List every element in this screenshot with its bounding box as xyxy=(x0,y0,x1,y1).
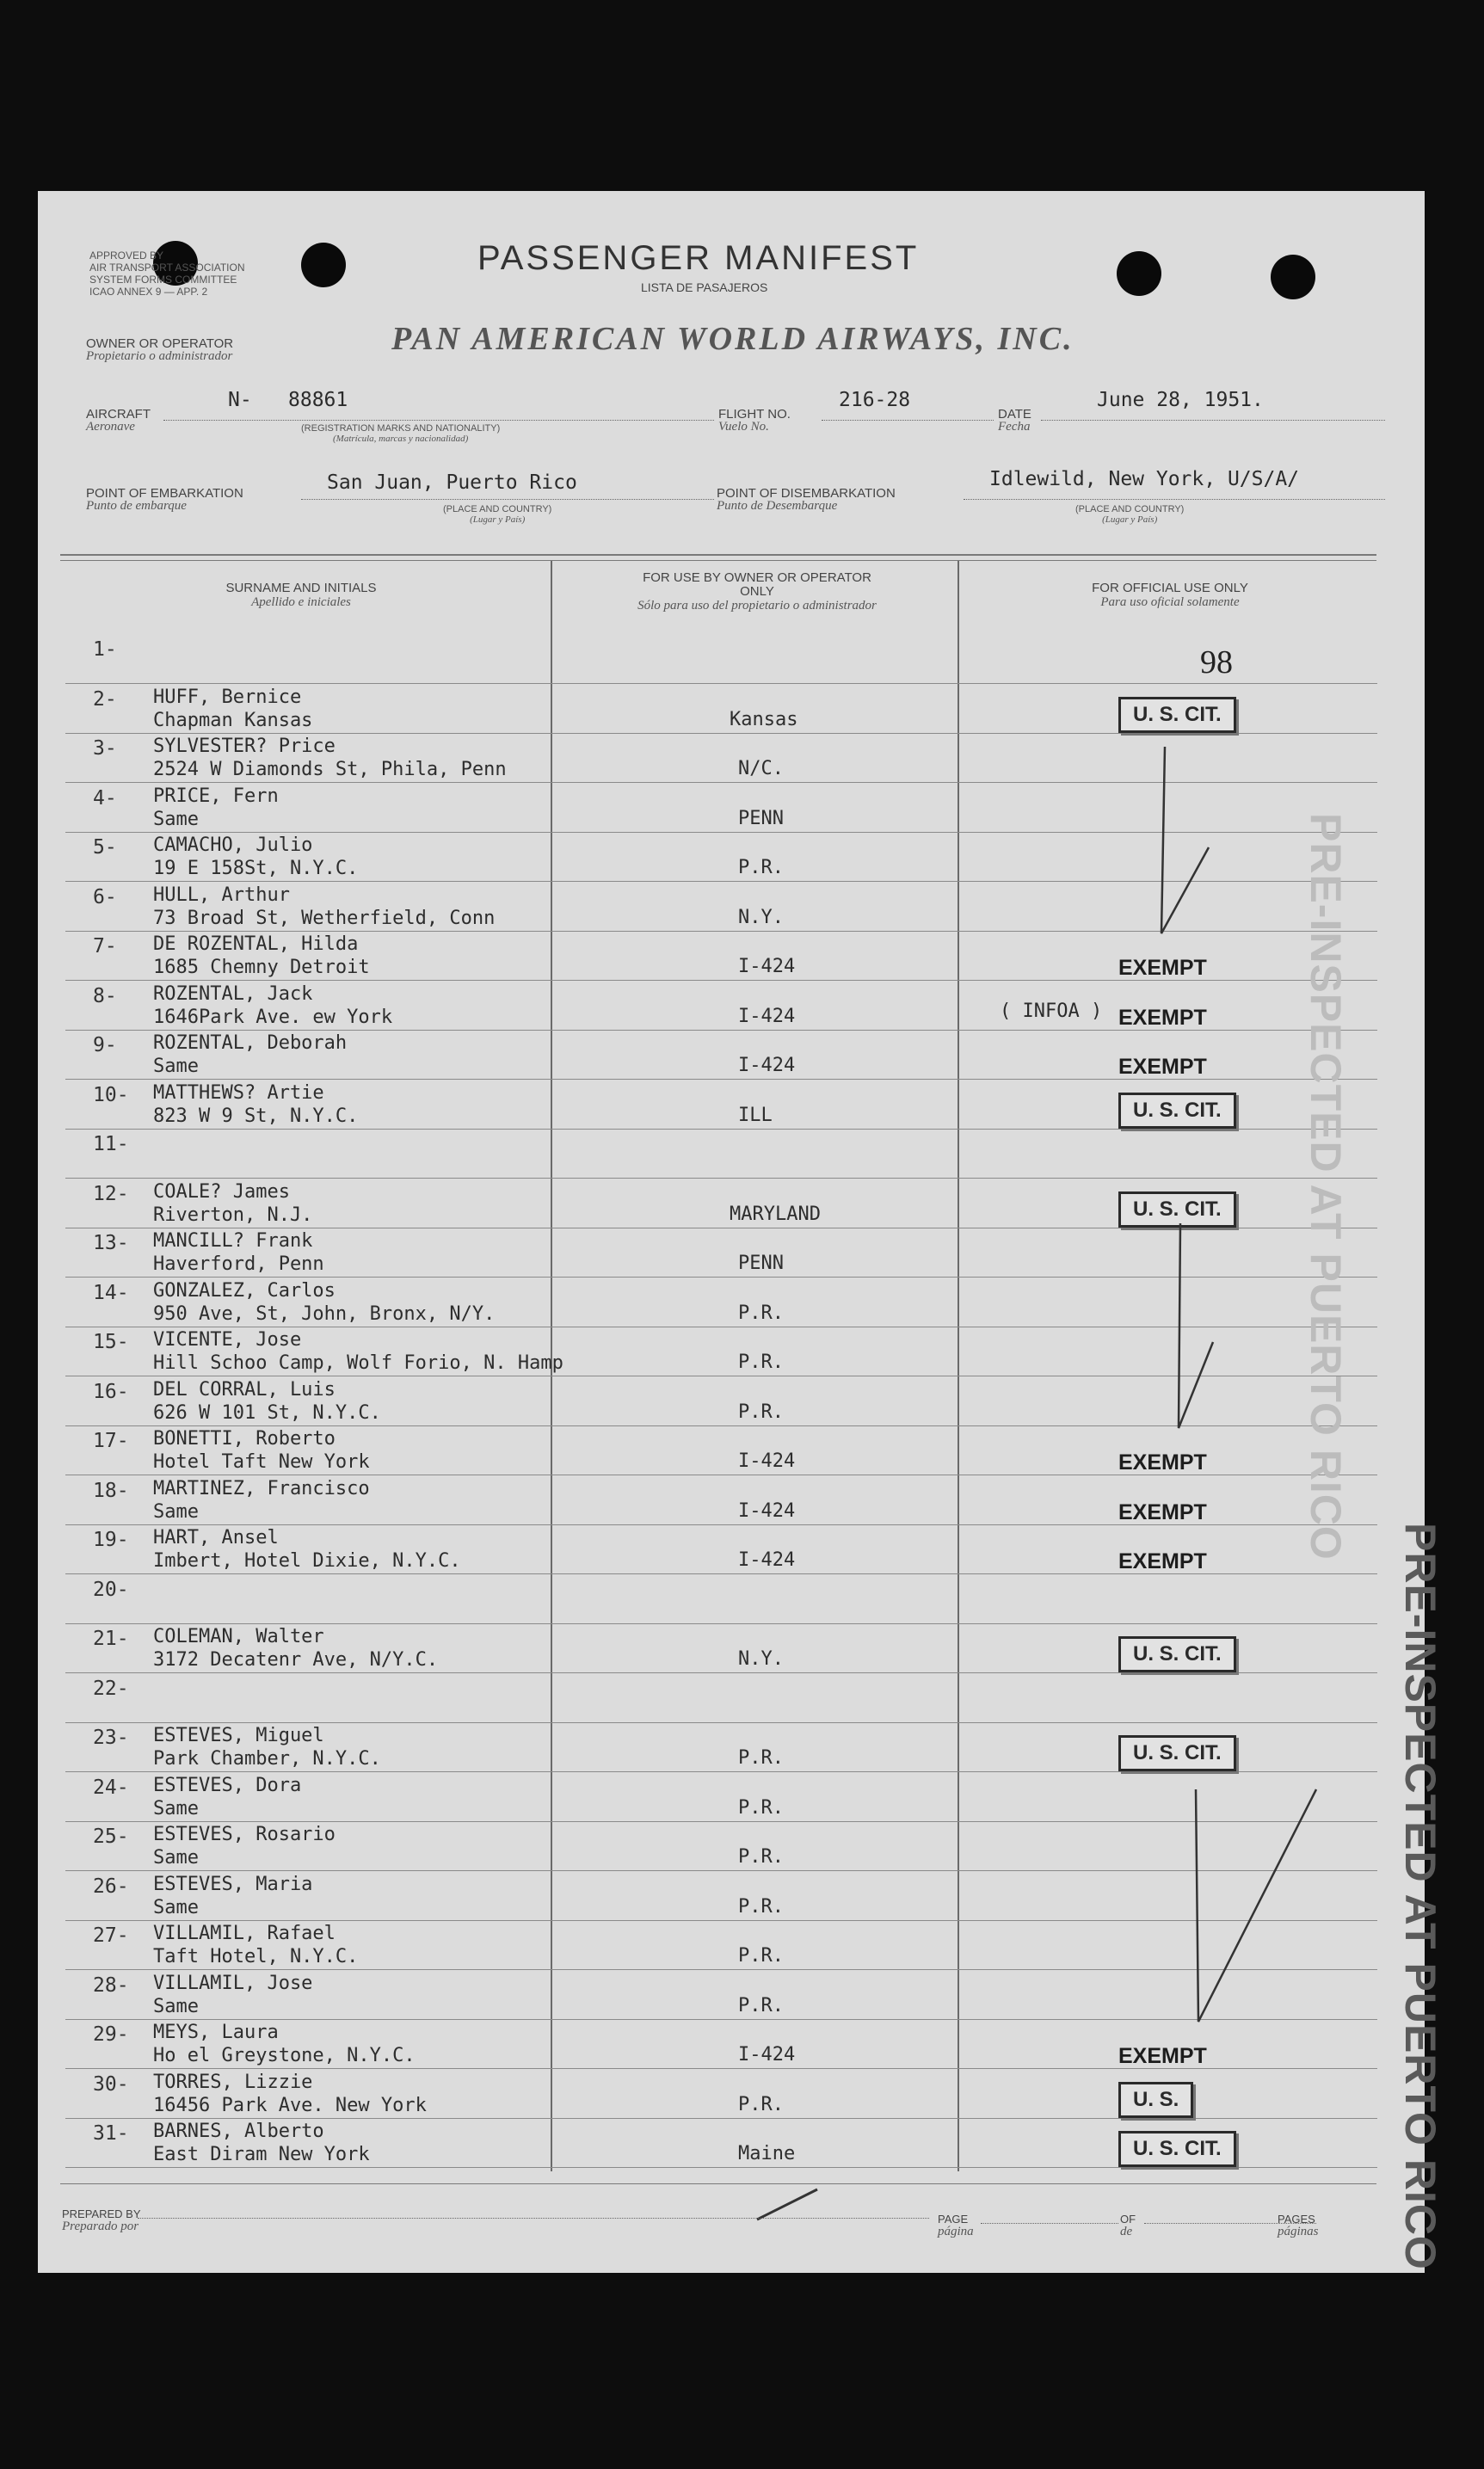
disembark-label: POINT OF DISEMBARKATION Punto de Desembarque xyxy=(717,486,896,513)
page-title: PASSENGER MANIFEST xyxy=(477,239,920,277)
passenger-address: 73 Broad St, Wetherfield, Conn xyxy=(153,908,496,929)
row-number: 4- xyxy=(93,787,117,810)
approval-block: APPROVED BY AIR TRANSPORT ASSOCIATION SYSTEM FORMS COMMITTEE ICAO ANNEX 9 — APP. 2 xyxy=(89,249,245,298)
operator-note: PENN xyxy=(738,1253,784,1274)
row-number: 10- xyxy=(93,1084,129,1106)
row-number: 2- xyxy=(93,688,117,711)
passenger-name: SYLVESTER? Price xyxy=(153,736,336,757)
passenger-name: MANCILL? Frank xyxy=(153,1230,313,1252)
operator-note: P.R. xyxy=(738,1945,784,1967)
row-number: 11- xyxy=(93,1133,129,1155)
passenger-address: Same xyxy=(153,1501,199,1523)
exempt-mark: EXEMPT xyxy=(1118,1450,1207,1475)
operator-note: P.R. xyxy=(738,857,784,878)
operator-note: I-424 xyxy=(738,1549,796,1571)
citizenship-stamp: U. S. CIT. xyxy=(1118,1093,1236,1129)
citizenship-stamp: U. S. CIT. xyxy=(1118,1636,1236,1672)
passenger-name: MATTHEWS? Artie xyxy=(153,1082,324,1104)
aircraft-prefix: N- xyxy=(228,389,252,411)
passenger-address: 19 E 158St, N.Y.C. xyxy=(153,858,359,879)
preinspected-stamp: PRE-INSPECTED AT PUERTO RICO xyxy=(1302,813,1350,1561)
row-number: 19- xyxy=(93,1529,129,1551)
passenger-address: 626 W 101 St, N.Y.C. xyxy=(153,1402,381,1424)
passenger-address: Same xyxy=(153,1798,199,1819)
row-number: 14- xyxy=(93,1282,129,1304)
passenger-address: 3172 Decatenr Ave, N/Y.C. xyxy=(153,1649,439,1671)
column-header-official: FOR OFFICIAL USE ONLY Para uso oficial solamente xyxy=(1092,581,1248,609)
passenger-address: Haverford, Penn xyxy=(153,1253,324,1275)
aircraft-value: 88861 xyxy=(288,389,348,411)
passenger-address: Imbert, Hotel Dixie, N.Y.C. xyxy=(153,1550,461,1572)
operator-note: I-424 xyxy=(738,1500,796,1522)
registration-note: (REGISTRATION MARKS AND NATIONALITY) (Matrícula, marcas y nacionalidad) xyxy=(301,423,501,444)
operator-note: I-424 xyxy=(738,1450,796,1472)
row-number: 21- xyxy=(93,1628,129,1650)
passenger-address: Hill Schoo Camp, Wolf Forio, N. Hamp xyxy=(153,1352,563,1374)
operator-note: PENN xyxy=(738,808,784,829)
operator-note: Maine xyxy=(738,2143,796,2164)
operator-note: ILL xyxy=(738,1105,773,1126)
row-number: 25- xyxy=(93,1826,129,1848)
passenger-name: VICENTE, Jose xyxy=(153,1329,302,1351)
passenger-address: Same xyxy=(153,1996,199,2017)
passenger-address: 2524 W Diamonds St, Phila, Penn xyxy=(153,759,507,780)
operator-note: P.R. xyxy=(738,2094,784,2115)
passenger-count-note: 98 xyxy=(1200,644,1233,680)
row-number: 6- xyxy=(93,886,117,908)
operator-note: P.R. xyxy=(738,1747,784,1769)
passenger-address: Same xyxy=(153,809,199,830)
passenger-address: Same xyxy=(153,1847,199,1869)
disembark-value: Idlewild, New York, U/S/A/ xyxy=(989,468,1300,490)
embark-value: San Juan, Puerto Rico xyxy=(327,471,577,494)
owner-label: OWNER OR OPERATOR Propietario o administrador xyxy=(86,336,234,363)
operator-note: P.R. xyxy=(738,1401,784,1423)
row-number: 15- xyxy=(93,1331,129,1353)
preinspected-stamp-faint: PRE-INSPECTED AT PUERTO RICO xyxy=(1396,1523,1444,2270)
embark-label: POINT OF EMBARKATION Punto de embarque xyxy=(86,486,243,513)
passenger-address: 950 Ave, St, John, Bronx, N/Y. xyxy=(153,1303,496,1325)
operator-note: I-424 xyxy=(738,1055,796,1076)
column-header-surname: SURNAME AND INITIALS Apellido e iniciales xyxy=(225,581,377,609)
operator-note: I-424 xyxy=(738,2044,796,2066)
row-number: 18- xyxy=(93,1480,129,1502)
operator-note: MARYLAND xyxy=(730,1204,821,1225)
passenger-address: Chapman Kansas xyxy=(153,710,313,731)
row-number: 28- xyxy=(93,1974,129,1997)
flight-value: 216-28 xyxy=(839,389,911,411)
passenger-name: MEYS, Laura xyxy=(153,2022,279,2043)
embark-place-note: (PLACE AND COUNTRY) (Lugar y País) xyxy=(443,504,552,525)
passenger-name: HULL, Arthur xyxy=(153,884,290,906)
exempt-mark: EXEMPT xyxy=(1118,956,1207,980)
page-label: PAGE página xyxy=(938,2213,974,2238)
row-number: 7- xyxy=(93,935,117,957)
row-number: 23- xyxy=(93,1727,129,1749)
row-number: 30- xyxy=(93,2073,129,2096)
passenger-name: HUFF, Bernice xyxy=(153,687,302,708)
operator-note: P.R. xyxy=(738,1302,784,1324)
infoa-note: ( INFOA ) xyxy=(1000,1001,1103,1022)
operator-note: N.Y. xyxy=(738,1648,784,1670)
row-number: 26- xyxy=(93,1875,129,1898)
flight-label: FLIGHT NO. Vuelo No. xyxy=(718,407,791,434)
passenger-address: Ho el Greystone, N.Y.C. xyxy=(153,2045,416,2066)
passenger-name: DEL CORRAL, Luis xyxy=(153,1379,336,1401)
row-number: 31- xyxy=(93,2122,129,2145)
passenger-address: Taft Hotel, N.Y.C. xyxy=(153,1946,359,1967)
passenger-name: BONETTI, Roberto xyxy=(153,1428,336,1450)
operator-note: P.R. xyxy=(738,1797,784,1819)
passenger-name: COLEMAN, Walter xyxy=(153,1626,324,1647)
passenger-name: CAMACHO, Julio xyxy=(153,834,313,856)
row-number: 3- xyxy=(93,737,117,760)
passenger-name: ESTEVES, Dora xyxy=(153,1775,302,1796)
footer-rule xyxy=(60,2183,1376,2184)
row-number: 17- xyxy=(93,1430,129,1452)
pages-label: PAGES páginas xyxy=(1278,2213,1319,2238)
of-label: OF de xyxy=(1120,2213,1136,2238)
row-number: 1- xyxy=(93,638,117,661)
row-number: 9- xyxy=(93,1034,117,1056)
operator-note: Kansas xyxy=(730,709,798,730)
passenger-name: PRICE, Fern xyxy=(153,785,279,807)
passenger-address: 1646Park Ave. ew York xyxy=(153,1007,393,1028)
passenger-name: GONZALEZ, Carlos xyxy=(153,1280,336,1302)
row-number: 22- xyxy=(93,1678,129,1700)
operator-note: N/C. xyxy=(738,758,784,779)
passenger-address: Same xyxy=(153,1056,199,1077)
disembark-place-note: (PLACE AND COUNTRY) (Lugar y País) xyxy=(1075,504,1185,525)
row-number: 13- xyxy=(93,1232,129,1254)
row-number: 29- xyxy=(93,2023,129,2046)
date-label: DATE Fecha xyxy=(998,407,1031,434)
passenger-name: ESTEVES, Miguel xyxy=(153,1725,324,1746)
operator-note: P.R. xyxy=(738,1995,784,2016)
passenger-name: VILLAMIL, Jose xyxy=(153,1973,313,1994)
citizenship-stamp: U. S. xyxy=(1118,2082,1193,2118)
passenger-address: Park Chamber, N.Y.C. xyxy=(153,1748,381,1770)
passenger-address: Same xyxy=(153,1897,199,1918)
passenger-name: ESTEVES, Rosario xyxy=(153,1824,336,1845)
row-number: 8- xyxy=(93,985,117,1007)
passenger-address: East Diram New York xyxy=(153,2144,370,2165)
page-rule xyxy=(981,2223,1118,2224)
exempt-mark: EXEMPT xyxy=(1118,2044,1207,2068)
passenger-name: COALE? James xyxy=(153,1181,290,1203)
passenger-name: DE ROZENTAL, Hilda xyxy=(153,933,359,955)
operator-note: P.R. xyxy=(738,1351,784,1373)
passenger-address: Riverton, N.J. xyxy=(153,1204,313,1226)
passenger-address: 1685 Chemny Detroit xyxy=(153,957,370,978)
passenger-name: ROZENTAL, Deborah xyxy=(153,1032,348,1054)
citizenship-stamp: U. S. CIT. xyxy=(1118,1191,1236,1228)
passenger-name: VILLAMIL, Rafael xyxy=(153,1923,336,1944)
row-number: 16- xyxy=(93,1381,129,1403)
exempt-mark: EXEMPT xyxy=(1118,1006,1207,1030)
operator-note: I-424 xyxy=(738,956,796,977)
prepared-by-label: PREPARED BY Preparado por xyxy=(62,2207,141,2233)
operator-note: N.Y. xyxy=(738,907,784,928)
row-number: 5- xyxy=(93,836,117,859)
passenger-name: TORRES, Lizzie xyxy=(153,2072,313,2093)
passenger-name: ROZENTAL, Jack xyxy=(153,983,313,1005)
exempt-mark: EXEMPT xyxy=(1118,1500,1207,1524)
passenger-name: ESTEVES, Maria xyxy=(153,1874,313,1895)
operator-note: P.R. xyxy=(738,1896,784,1918)
exempt-mark: EXEMPT xyxy=(1118,1055,1207,1079)
owner-value: PAN AMERICAN WORLD AIRWAYS, INC. xyxy=(391,321,1075,357)
row-number: 27- xyxy=(93,1924,129,1947)
passenger-address: 823 W 9 St, N.Y.C. xyxy=(153,1105,359,1127)
date-value: June 28, 1951. xyxy=(1097,389,1264,411)
row-number: 12- xyxy=(93,1183,129,1205)
passenger-address: 16456 Park Ave. New York xyxy=(153,2095,427,2116)
row-number: 20- xyxy=(93,1579,129,1601)
operator-note: P.R. xyxy=(738,1846,784,1868)
column-header-owner: FOR USE BY OWNER OR OPERATOR ONLY Sólo para uso del propietario o administrador xyxy=(637,570,877,613)
passenger-name: MARTINEZ, Francisco xyxy=(153,1478,370,1499)
passenger-name: HART, Ansel xyxy=(153,1527,279,1549)
citizenship-stamp: U. S. CIT. xyxy=(1118,1735,1236,1771)
row-number: 24- xyxy=(93,1776,129,1799)
operator-note: I-424 xyxy=(738,1006,796,1027)
exempt-mark: EXEMPT xyxy=(1118,1549,1207,1573)
passenger-name: BARNES, Alberto xyxy=(153,2121,324,2142)
aircraft-label: AIRCRAFT Aeronave xyxy=(86,407,151,434)
page-subtitle: LISTA DE PASAJEROS xyxy=(641,280,768,294)
citizenship-stamp: U. S. CIT. xyxy=(1118,2131,1236,2167)
prepared-rule xyxy=(138,2218,929,2219)
citizenship-stamp: U. S. CIT. xyxy=(1118,697,1236,733)
passenger-address: Hotel Taft New York xyxy=(153,1451,370,1473)
